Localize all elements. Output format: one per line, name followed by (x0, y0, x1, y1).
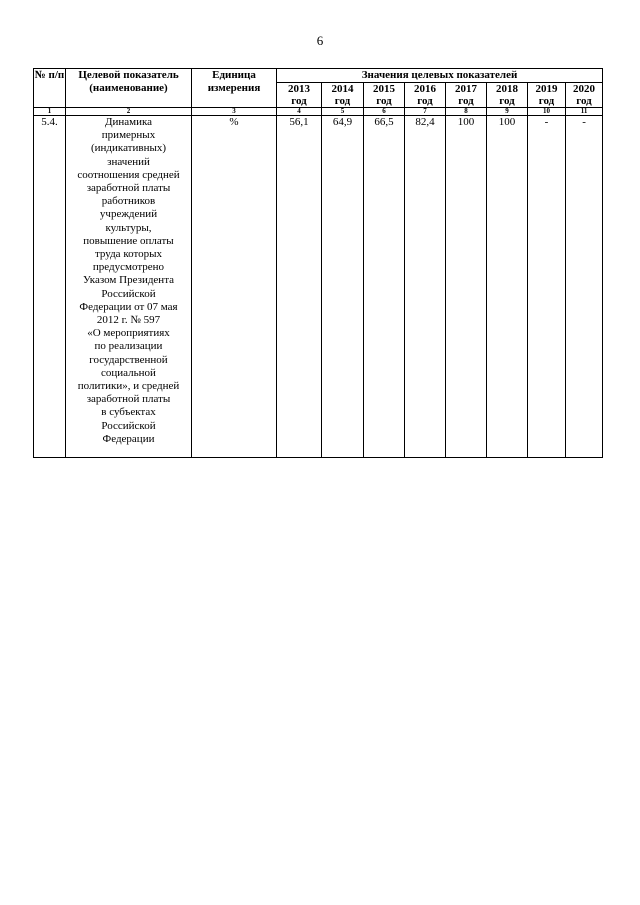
indicator-name-line: заработной платы (86, 182, 171, 195)
header-year (566, 83, 603, 108)
year-number: 2016 (414, 83, 436, 95)
indicator-name-line: труда которых (94, 248, 163, 261)
value-cell: 100 (487, 116, 528, 458)
column-number: 10 (528, 108, 566, 116)
indicator-name-line: соотношения средней (77, 168, 180, 181)
year-word: год (376, 95, 392, 107)
indicator-name-line: в субъектах (101, 406, 156, 419)
year-number: 2014 (331, 83, 354, 95)
header-values-group: Значения целевых показателей (277, 69, 603, 83)
year-word: год (576, 95, 592, 107)
indicator-name-line: заработной платы (86, 393, 171, 406)
header-year (364, 83, 405, 108)
column-number: 6 (364, 108, 405, 116)
indicator-name-line: примерных (101, 129, 156, 142)
year-number: 2020 (573, 83, 596, 95)
indicator-name-line: учреждений (99, 208, 158, 221)
indicator-name-line: повышение оплаты (83, 234, 174, 247)
indicator-name-line: государственной (89, 353, 168, 366)
year-number: 2017 (455, 83, 477, 95)
column-number: 5 (322, 108, 364, 116)
column-number: 4 (277, 108, 322, 116)
unit-cell: % (192, 116, 277, 458)
indicator-name-line: социальной (101, 366, 156, 379)
header-year (322, 83, 364, 108)
indicator-name-line: культуры, (105, 221, 152, 234)
indicator-name-line: Федерации от 07 мая (79, 300, 178, 313)
indicator-name-line: Федерации (102, 432, 155, 445)
indicator-name-line: по реализации (94, 340, 163, 353)
header-year (446, 83, 487, 108)
header-year (405, 83, 446, 108)
value-cell: 100 (446, 116, 487, 458)
row-number: 5.4. (34, 116, 66, 458)
column-number: 9 (487, 108, 528, 116)
header-indicator: Целевой показатель (наименование) (66, 69, 192, 108)
column-number: 7 (405, 108, 446, 116)
table-row (34, 116, 603, 458)
year-word: год (334, 95, 351, 107)
page-number: 6 (316, 33, 324, 48)
column-number: 1 (34, 108, 66, 116)
value-cell: - (528, 116, 566, 458)
year-word: год (458, 95, 474, 107)
indicator-name-line: предусмотрено (92, 261, 165, 274)
indicator-name-line: «О мероприятиях (87, 327, 170, 340)
header-unit: Единица измерения (192, 69, 277, 108)
target-indicators-table (33, 68, 603, 458)
indicator-name-line: Указом Президента (82, 274, 175, 287)
year-number: 2018 (496, 83, 518, 95)
column-number: 8 (446, 108, 487, 116)
value-cell: 66,5 (364, 116, 405, 458)
indicator-name-line: Российской (101, 287, 156, 300)
header-year (487, 83, 528, 108)
indicator-name-line: 2012 г. № 597 (96, 314, 161, 327)
year-word: год (538, 95, 555, 107)
indicator-name-line: работников (101, 195, 156, 208)
value-cell: 64,9 (322, 116, 364, 458)
year-word: год (417, 95, 433, 107)
year-word: год (291, 95, 307, 107)
column-number: 3 (192, 108, 277, 116)
year-number: 2015 (373, 83, 395, 95)
value-cell: 82,4 (405, 116, 446, 458)
table-body (34, 116, 603, 458)
indicator-name-line: Динамика (104, 116, 153, 128)
header-year (277, 83, 322, 108)
year-number: 2019 (535, 83, 558, 95)
year-word: год (499, 95, 515, 107)
indicator-name (66, 116, 192, 458)
indicator-name-line: значений (107, 155, 150, 168)
value-cell: 56,1 (277, 116, 322, 458)
column-numbers-row (34, 108, 603, 116)
header-num: № п/п (34, 69, 66, 108)
header-year (528, 83, 566, 108)
indicator-name-line: (индикативных) (90, 142, 167, 155)
year-number: 2013 (288, 83, 310, 95)
column-number: 2 (66, 108, 192, 116)
value-cell: - (566, 116, 603, 458)
column-number: 11 (566, 108, 603, 116)
indicator-name-line: Российской (101, 419, 156, 432)
indicator-name-line: политики», и средней (77, 380, 180, 393)
